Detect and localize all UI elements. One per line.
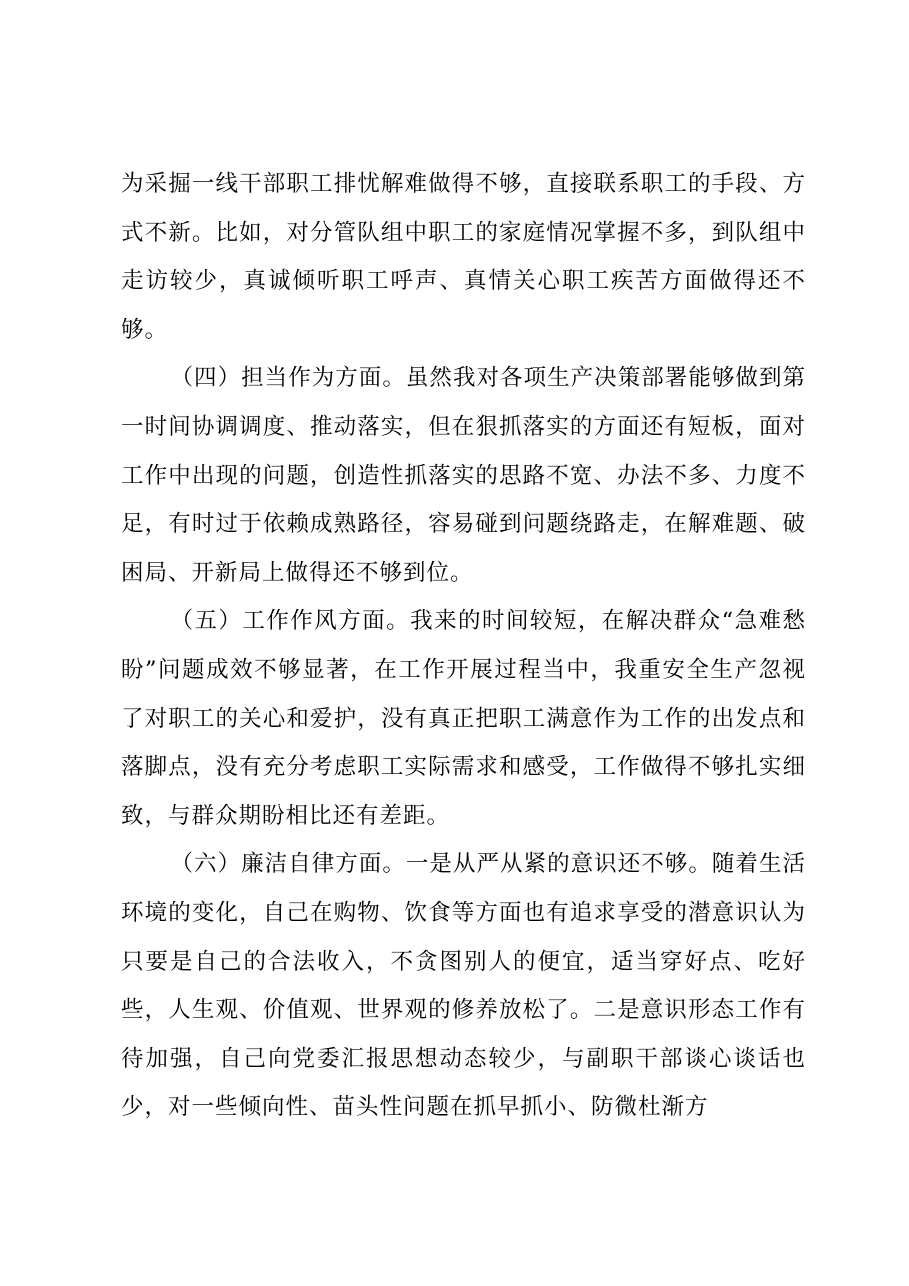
paragraph-section-4: （四）担当作为方面。虽然我对各项生产决策部署能够做到第一时间协调调度、推动落实，但在狠抓落实的方面还有短板，面对工作中出现的问题，创造性抓落实的思路不宽、办法不多、力度不足，有时过于依赖成熟路径，容易碰到问题绕路走，在解难题、破困局、开新局上做得还不够到位。 (121, 365, 806, 586)
paragraph-continuation: 为采掘一线干部职工排忧解难做得不够，直接联系职工的手段、方式不新。比如，对分管队组中职工的家庭情况掌握不多，到队组中走访较少，真诚倾听职工呼声、真情关心职工疾苦方面做得还不够。 (121, 171, 806, 343)
paragraph-section-5: （五）工作作风方面。我来的时间较短，在解决群众“急难愁盼”问题成效不够显著，在工作开展过程当中，我重安全生产忽视了对职工的关心和爱护，没有真正把职工满意作为工作的出发点和落脚点，没有充分考虑职工实际需求和感受，工作做得不够扎实细致，与群众期盼相比还有差距。 (121, 608, 806, 829)
paragraph-section-6: （六）廉洁自律方面。一是从严从紧的意识还不够。随着生活环境的变化，自己在购物、饮食等方面也有追求享受的潜意识认为只要是自己的合法收入，不贪图别人的便宜，适当穿好点、吃好些，人生观、价值观、世界观的修养放松了。二是意识形态工作有待加强，自己向党委汇报思想动态较少，与副职干部谈心谈话也少，对一些倾向性、苗头性问题在抓早抓小、防微杜渐方 (121, 851, 806, 1121)
document-body (121, 160, 806, 1132)
